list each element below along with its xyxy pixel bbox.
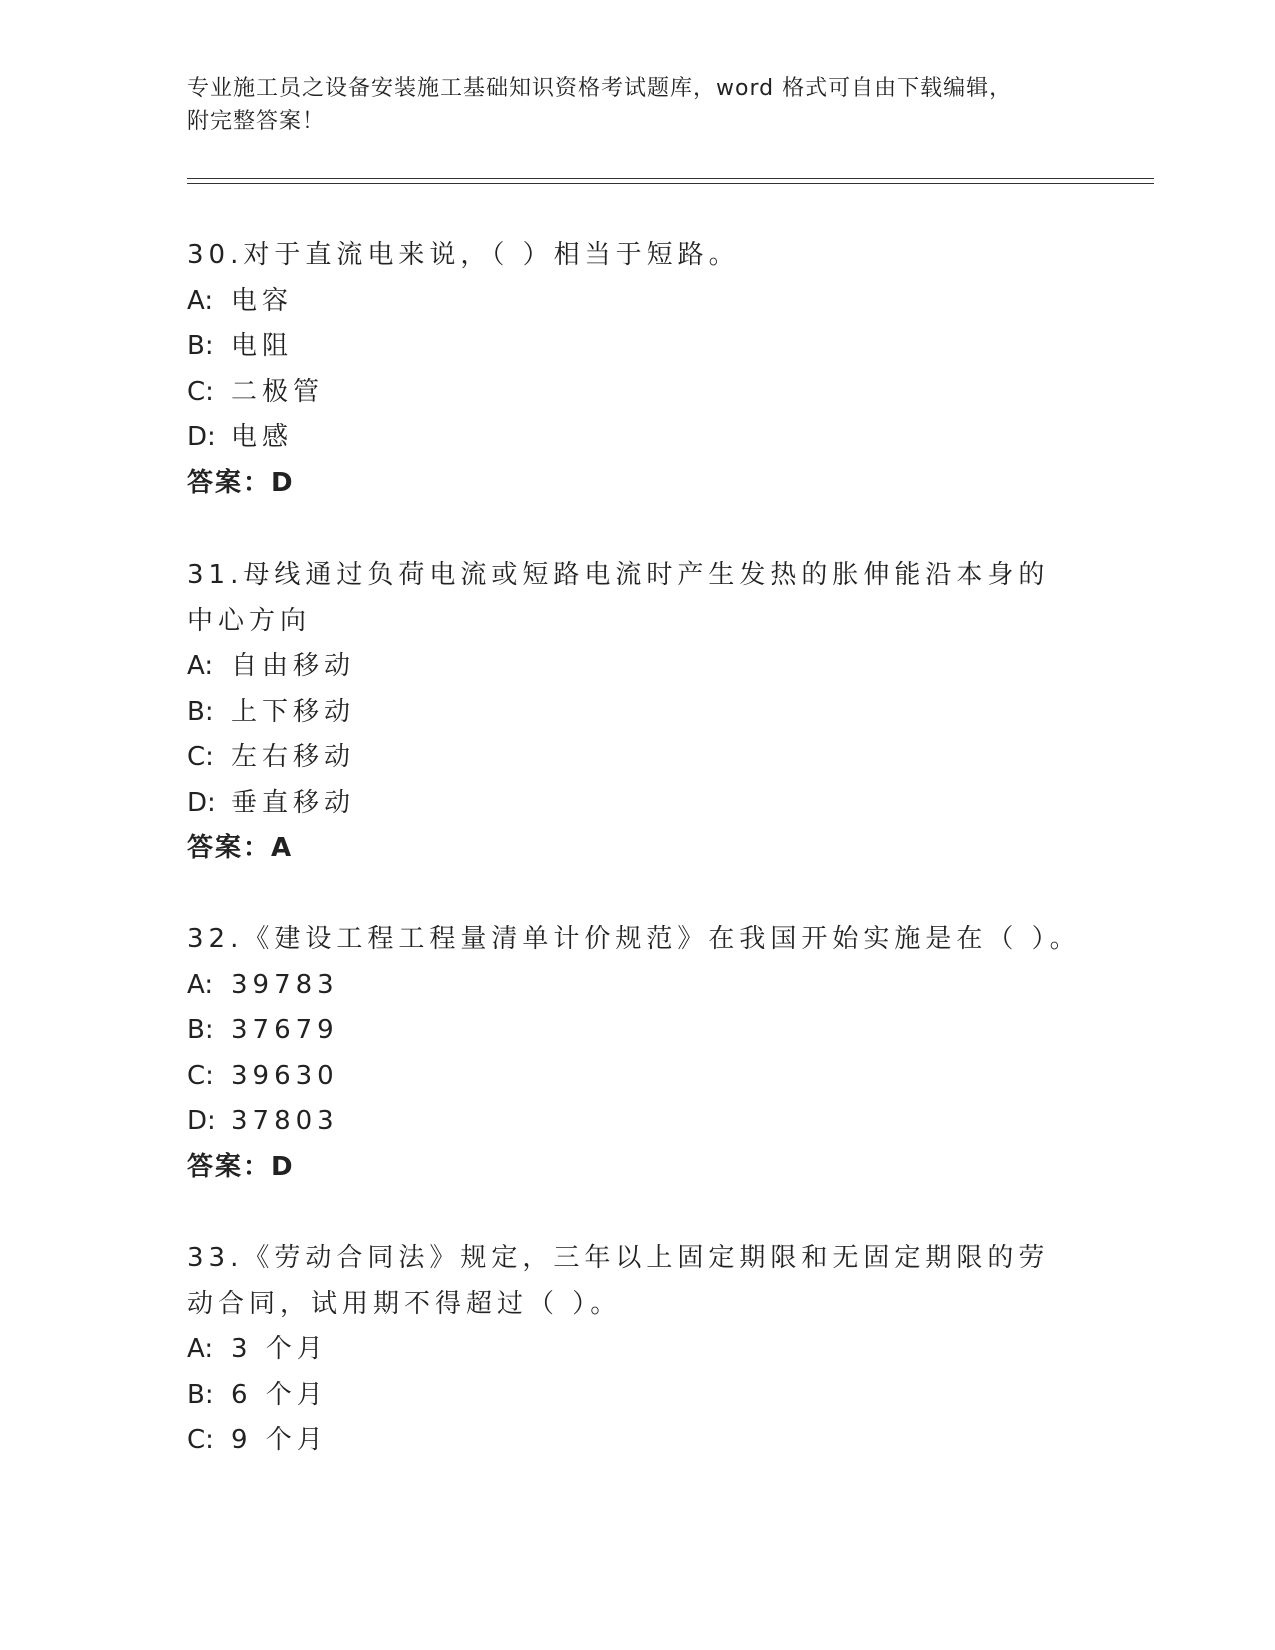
option-c [187,1418,1087,1464]
question-stem: 33.《劳动合同法》规定，三年以上固定期限和无固定期限的劳动合同，试用期不得超过（ ）。 [187,1243,1050,1319]
header-line-1: 专业施工员之设备安装施工基础知识资格考试题库，word 格式可自由下载编辑， [187,76,1013,101]
option-key: C: [187,376,214,407]
option-key: B: [187,696,214,727]
option-b [187,690,1087,736]
option-key: D: [187,1106,216,1136]
option-text: 37803 [231,1106,339,1136]
answer-line: 答案：D [187,1151,295,1182]
option-key: C: [187,742,214,772]
header-line-2: 附完整答案！ [187,109,326,134]
option-text: 二极管 [231,376,325,407]
option-text: 左右移动 [231,742,356,772]
option-key: B: [187,1379,214,1410]
question-32 [187,917,1087,1190]
question-30 [187,233,1087,506]
question-stem: 30.对于直流电来说，（ ）相当于短路。 [187,240,740,270]
option-text: 自由移动 [231,651,356,681]
option-text: 电感 [231,422,294,452]
option-d [187,415,1087,461]
option-text: 3 个月 [231,1334,328,1364]
header-divider-bottom [187,183,1154,184]
option-d [187,1099,1087,1145]
option-c [187,1054,1087,1100]
option-c [187,370,1087,416]
option-key: A: [187,1334,214,1364]
option-key: A: [187,285,214,316]
option-key: A: [187,651,214,681]
option-text: 电阻 [231,331,294,361]
option-key: D: [187,787,216,818]
option-a [187,1327,1087,1373]
option-key: B: [187,1015,214,1045]
document-header-note [187,72,1087,138]
option-text: 9 个月 [231,1425,328,1455]
option-b [187,1373,1087,1419]
question-33 [187,1236,1087,1464]
answer-line: 答案：A [187,833,294,863]
option-a [187,963,1087,1009]
option-b [187,1008,1087,1054]
option-key: B: [187,331,214,361]
option-text: 上下移动 [231,696,356,727]
option-text: 39783 [231,969,339,1000]
option-text: 37679 [231,1015,339,1045]
option-b [187,324,1087,370]
option-key: C: [187,1425,214,1455]
option-text: 39630 [231,1060,339,1091]
option-key: D: [187,422,216,452]
header-divider-top [187,178,1154,179]
option-key: C: [187,1060,214,1091]
option-key: A: [187,969,214,1000]
question-stem: 31.母线通过负荷电流或短路电流时产生发热的胀伸能沿本身的中心方向 [187,560,1050,636]
option-c [187,735,1087,781]
question-31 [187,553,1087,872]
option-a [187,644,1087,690]
option-text: 垂直移动 [231,787,356,818]
option-a [187,279,1087,325]
question-stem: 32.《建设工程工程量清单计价规范》在我国开始实施是在（ ）。 [187,924,1081,954]
option-text: 6 个月 [231,1379,328,1410]
answer-line: 答案：D [187,467,295,498]
option-text: 电容 [231,285,294,316]
option-d [187,781,1087,827]
